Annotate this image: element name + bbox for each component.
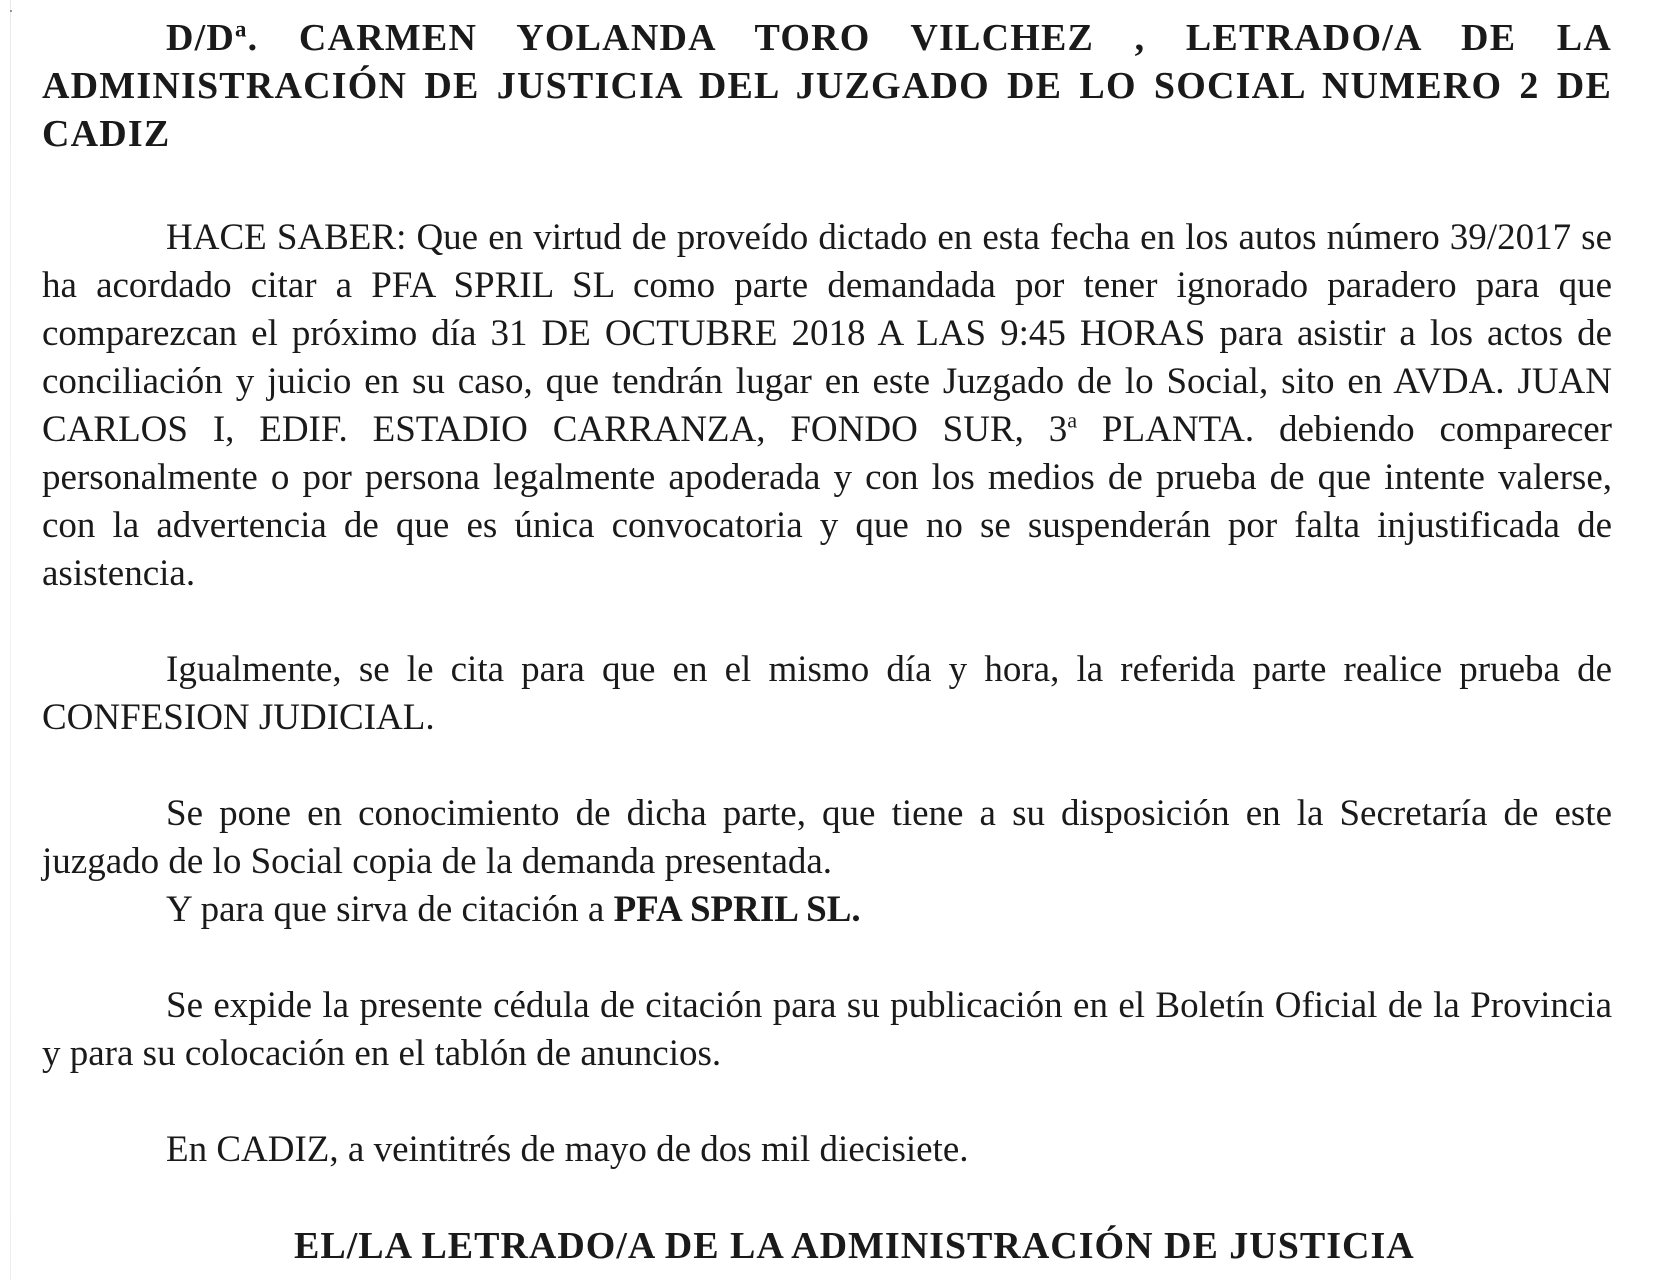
- scan-edge-line: [10, 0, 11, 1280]
- paragraph-citacion-text: Y para que sirva de citación a: [166, 889, 614, 930]
- document-body: [42, 14, 1612, 1270]
- paragraph-conocimiento: Se pone en conocimiento de dicha parte, que tiene a su disposición en la Secretaría de este juzgado de lo Social copia de la demanda presentada.: [42, 793, 1612, 882]
- header-rest: . CARMEN YOLANDA TORO VILCHEZ , LETRADO/A DE LA ADMINISTRACIÓN DE JUSTICIA DEL JUZGADO DE LO SOCIAL NUMERO 2 DE CADIZ: [42, 17, 1612, 155]
- paragraph-hace-saber-text: HACE SABER: Que en virtud de proveído dictado en esta fecha en los autos número 39/2017 se ha acordado citar a PFA SPRIL SL como parte demandada por tener ignorado paradero para que comparezcan el próximo día 31 DE OCTUBRE 2018 A LAS 9:45 HORAS para asistir a los actos de conciliación y juicio en su caso, que tendrán lugar en este Juzgado de lo Social, sito en AVDA. JUAN CARLOS I, EDIF. ESTADIO CARRANZA, FONDO SUR, 3: [42, 217, 1612, 450]
- paragraph-hace-saber-text-end: PLANTA. debiendo comparecer personalmente o por persona legalmente apoderada y con los medios de prueba de que intente valerse, con la advertencia de que es única convocatoria y que no se suspenderán por falta injustificada de asistencia.: [42, 409, 1612, 594]
- document-header: [42, 14, 1612, 158]
- scan-speck: [10, 10, 12, 12]
- floor-ordinal-sup: a: [1067, 407, 1078, 433]
- paragraph-hace-saber: [42, 214, 1612, 598]
- header-prefix: D/D: [166, 17, 236, 59]
- paragraph-confesion: Igualmente, se le cita para que en el mismo día y hora, la referida parte realice prueba de CONFESION JUDICIAL.: [42, 649, 1612, 738]
- signature-title: EL/LA LETRADO/A DE LA ADMINISTRACIÓN DE JUSTICIA: [294, 1225, 1415, 1267]
- paragraph-date: En CADIZ, a veintitrés de mayo de dos mil diecisiete.: [166, 1129, 969, 1170]
- paragraph-expide: Se expide la presente cédula de citación para su publicación en el Boletín Oficial de la Provincia y para su colocación en el tablón de anuncios.: [42, 985, 1612, 1074]
- header-prefix-sup: a: [235, 16, 248, 42]
- party-name: PFA SPRIL SL.: [613, 889, 861, 930]
- paragraph-citacion: [42, 886, 1612, 934]
